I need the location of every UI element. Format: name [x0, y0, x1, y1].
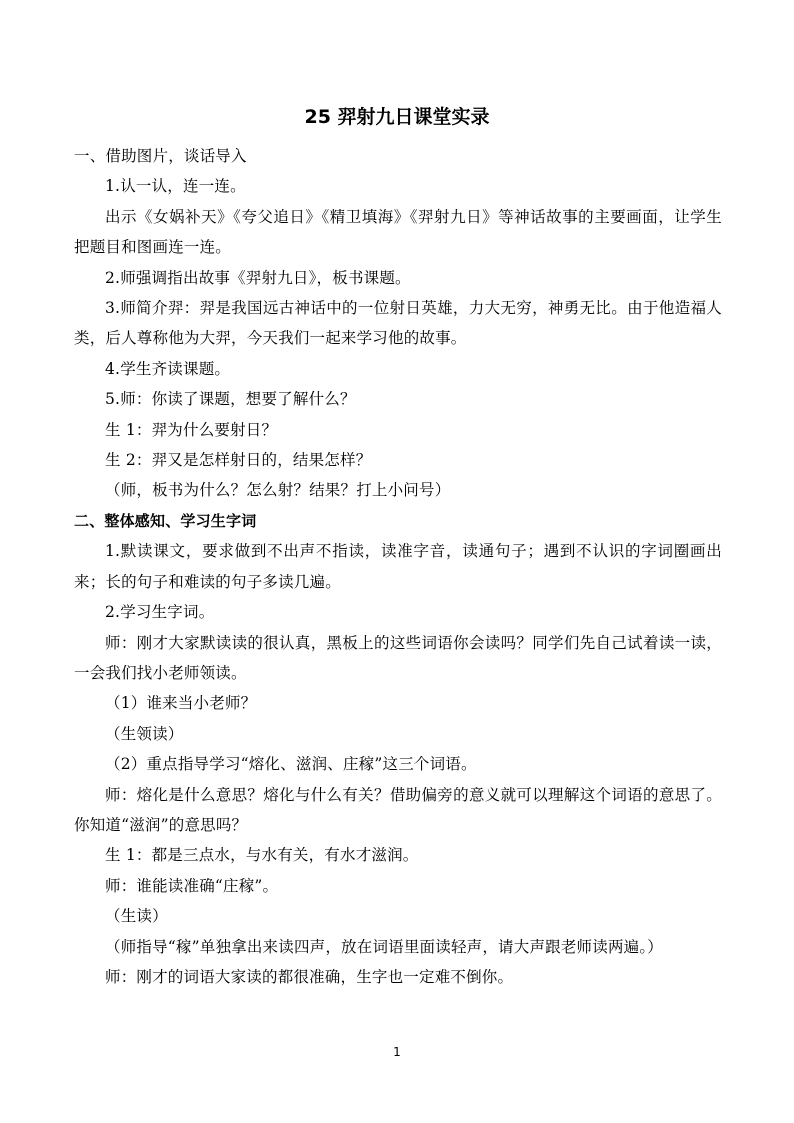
- paragraph: 1.默读课文，要求做到不出声不指读，读准字音，读通句子；遇到不认识的字词圈画出来；长的句子和难读的句子多读几遍。: [74, 542, 722, 591]
- paragraph: （师指导“稼”单独拿出来读四声，放在词语里面读轻声，请大声跟老师读两遍。）: [105, 937, 664, 956]
- paragraph: 师：刚才大家默读读的很认真，黑板上的这些词语你会读吗？同学们先自己试着读一读，一会我们找小老师领读。: [74, 633, 722, 682]
- paragraph: 2.学习生字词。: [105, 603, 215, 622]
- page-number: 1: [393, 1045, 401, 1059]
- paragraph: （2）重点指导学习“熔化、滋润、庄稼”这三个词语。: [105, 755, 477, 774]
- paragraph: 生 1：羿为什么要射日？: [105, 420, 278, 439]
- paragraph: 出示《女娲补天》《夸父追日》《精卫填海》《羿射九日》等神话故事的主要画面，让学生把题目和图画连一连。: [74, 207, 722, 257]
- paragraph: 生 2：羿又是怎样射日的，结果怎样？: [105, 451, 372, 470]
- section-heading-2: 二、整体感知、学习生字词: [74, 511, 257, 530]
- paragraph: （生读）: [105, 907, 168, 926]
- paragraph: 师：刚才的词语大家读的都很准确，生字也一定难不倒你。: [105, 967, 514, 986]
- document-body: [74, 141, 722, 992]
- paragraph: 4.学生齐读课题。: [105, 359, 231, 378]
- paragraph: 师：谁能读准确“庄稼”。: [105, 876, 279, 895]
- paragraph: 5.师：你读了课题，想要了解什么？: [105, 390, 356, 409]
- paragraph: 2.师强调指出故事《羿射九日》，板书课题。: [105, 268, 411, 287]
- paragraph: 生 1：都是三点水，与水有关，有水才滋润。: [105, 846, 419, 865]
- paragraph: 师：熔化是什么意思？熔化与什么有关？借助偏旁的意义就可以理解这个词语的意思了。你知道“滋润”的意思吗？: [74, 785, 722, 834]
- paragraph: （生领读）: [105, 724, 184, 743]
- paragraph: （1）谁来当小老师？: [105, 694, 257, 713]
- paragraph: （师，板书为什么？怎么射？结果？打上小问号）: [105, 481, 451, 500]
- page-title: 25 羿射九日课堂实录: [304, 106, 490, 128]
- section-heading-1: 一、借助图片，谈话导入: [74, 147, 247, 165]
- paragraph: 3.师简介羿：羿是我国远古神话中的一位射日英雄，力大无穷，神勇无比。由于他造福人类，后人尊称他为大羿，今天我们一起来学习他的故事。: [74, 299, 722, 348]
- paragraph: 1.认一认，连一连。: [105, 177, 246, 196]
